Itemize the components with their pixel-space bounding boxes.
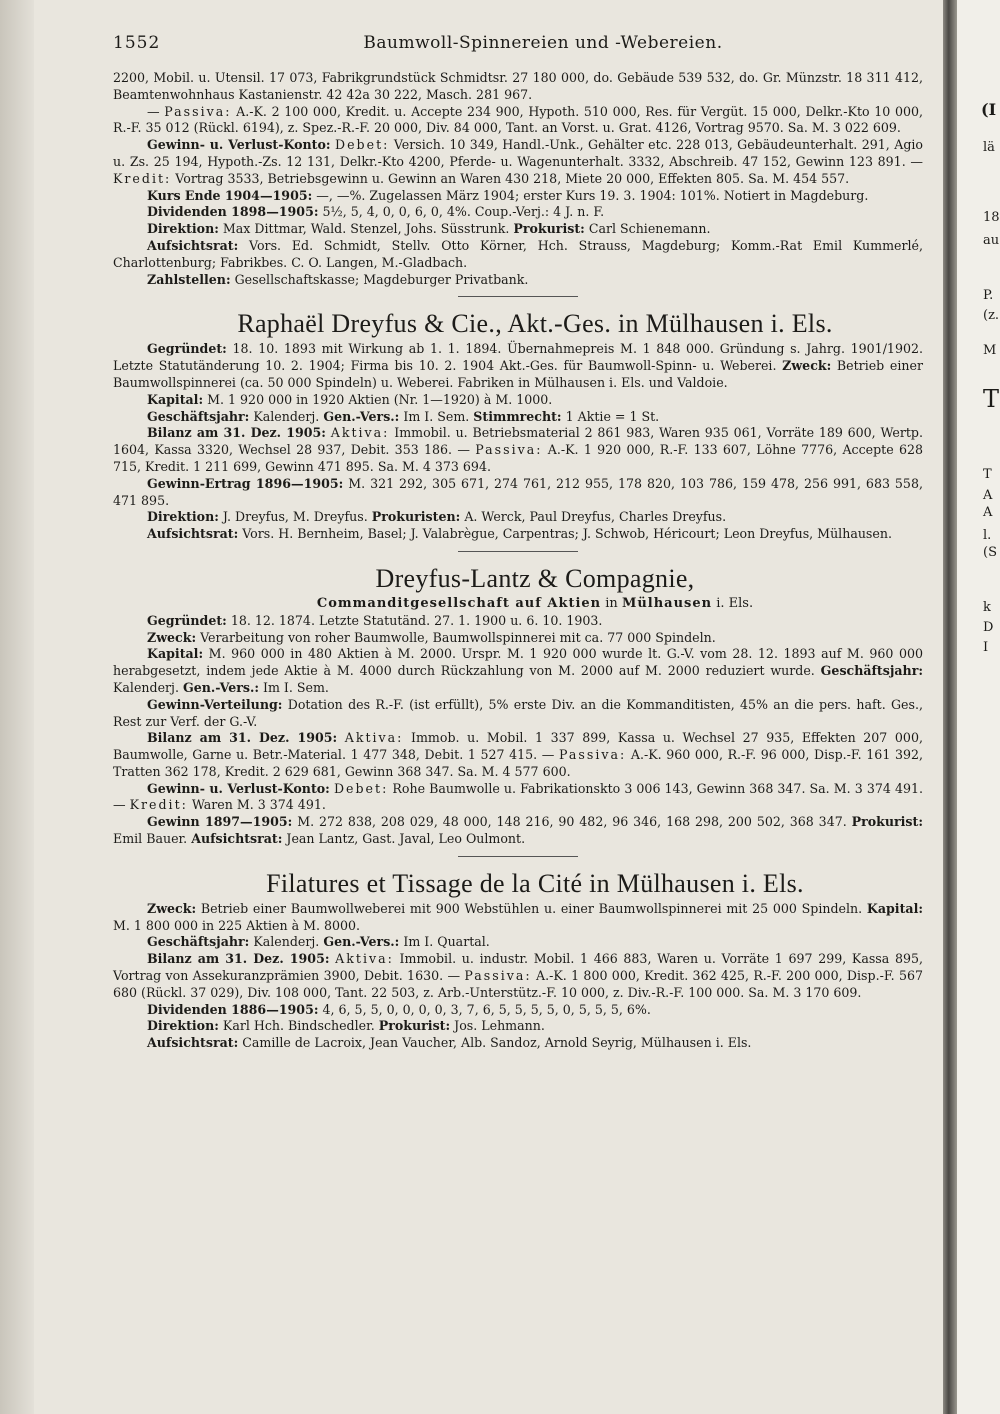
dividenden-paragraph: Dividenden 1886—1905: 4, 6, 5, 5, 0, 0, 0, 0, 3, 7, 6, 5, 5, 5, 5, 0, 5, 5, 5, 6%. bbox=[147, 1001, 651, 1017]
guv-paragraph: Gewinn- u. Verlust-Konto: Debet: Versich. 10 349, Handl.-Unk., Gehälter etc. 228 013, Gebäudeunterhalt. 291, Agio u. Zs. 25 194, Hypoth.-Zs. 12 131, Delkr.-Kto 4200, Pferde- u. Wagenunterhalt. 3332, Abschreib. 47 152, Gewinn 123 891. — Kredit: Vortrag 3533, Betriebsgewinn u. Gewinn an Waren 430 218, Miete 20 000, Effekten 805. Sa. M. 454 557. bbox=[113, 137, 923, 186]
kurs-paragraph: Kurs Ende 1904—1905: —, —%. Zugelassen März 1904; erster Kurs 19. 3. 1904: 101%. Notiert in Magdeburg. bbox=[147, 187, 869, 203]
aufsichtsrat-paragraph: Aufsichtsrat: Vors. H. Bernheim, Basel; J. Valabrègue, Carpentras; J. Schwob, Héricourt; Leon Dreyfus, Mülhausen. bbox=[147, 526, 892, 542]
section-divider bbox=[458, 551, 578, 552]
bilanz-paragraph: Bilanz am 31. Dez. 1905: Aktiva: Immobil. u. industr. Mobil. 1 466 883, Waren u. Vorräte 1 697 299, Kassa 895, Vortrag von Assekuranzprämien 3900, Debit. 1630. — Passiva: A.-K. 1 800 000, Kredit. 362 425, R.-F. 200 000, Disp.-F. 567 680 (Rückl. 37 029), Div. 108 000, Tant. 22 503, z. Arb.-Unterstütz.-F. 10 000, z. Div.-R.-F. 100 000. Sa. M. 3 170 609. bbox=[113, 951, 923, 1000]
continuation-entry bbox=[113, 70, 923, 288]
adjacent-fragment: k bbox=[983, 600, 991, 615]
verteilung-paragraph: Gewinn-Verteilung: Dotation des R.-F. (ist erfüllt), 5% erste Div. an die Kommanditisten, 45% an die pers. haft. Ges., Rest zur Verf. der G.-V. bbox=[113, 696, 923, 729]
zahlstellen-paragraph: Zahlstellen: Gesellschaftskasse; Magdeburger Privatbank. bbox=[147, 271, 529, 287]
running-title: Baumwoll-Spinnereien und -Webereien. bbox=[363, 33, 723, 53]
aufsichtsrat-paragraph: Aufsichtsrat: Camille de Lacroix, Jean Vaucher, Alb. Sandoz, Arnold Seyrig, Mülhausen i. Els. bbox=[147, 1035, 752, 1051]
adjacent-fragment: (z. bbox=[983, 308, 1000, 323]
section-divider bbox=[458, 856, 578, 857]
entry-filatures-tissage bbox=[113, 867, 923, 1052]
gegruendet-paragraph: Gegründet: 18. 12. 1874. Letzte Statutänd. 27. 1. 1900 u. 6. 10. 1903. bbox=[147, 612, 603, 628]
adjacent-fragment: T bbox=[983, 385, 1000, 413]
geschaeftsjahr-paragraph: Geschäftsjahr: Kalenderj. Gen.-Vers.: Im I. Sem. Stimmrecht: 1 Aktie = 1 St. bbox=[147, 408, 660, 424]
ertrag-paragraph: Gewinn-Ertrag 1896—1905: M. 321 292, 305 671, 274 761, 212 955, 178 820, 103 786, 159 478, 256 991, 683 558, 471 895. bbox=[113, 475, 923, 508]
gegruendet-paragraph: Gegründet: 18. 10. 1893 mit Wirkung ab 1. 1. 1894. Übernahmepreis M. 1 848 000. Gründung s. Jahrg. 1901/1902. Letzte Statutänderung 10. 2. 1904; Firma bis 10. 2. 1904 Akt.-Ges. für Baumwoll-Spinn- u. Weberei. Zweck: Betrieb einer Baumwollspinnerei (ca. 50 000 Spindeln) u. Weberei. Fabriken in Mülhausen i. Els. und Valdoie. bbox=[113, 341, 923, 390]
zweck-paragraph: Zweck: Betrieb einer Baumwollweberei mit 900 Webstühlen u. einer Baumwollspinnerei mit 25 000 Spindeln. Kapital: M. 1 800 000 in 225 Aktien à M. 8000. bbox=[113, 900, 923, 933]
aktiva-continuation: 2200, Mobil. u. Utensil. 17 073, Fabrikgrundstück Schmidtsr. 27 180 000, do. Gebäude 539 532, do. Gr. Münzstr. 18 311 412, Beamtenwohnhaus Kastanienstr. 42 42a 30 222, Masch. 281 967. bbox=[113, 70, 923, 102]
guv-paragraph: Gewinn- u. Verlust-Konto: Debet: Rohe Baumwolle u. Fabrikationskto 3 006 143, Gewinn 368 347. Sa. M. 3 374 491. — Kredit: Waren M. 3 374 491. bbox=[113, 780, 923, 813]
page-left-edge bbox=[0, 0, 34, 1414]
company-title: Filatures et Tissage de la Cité in Mülhausen i. Els. bbox=[266, 868, 804, 898]
direktion-paragraph: Direktion: J. Dreyfus, M. Dreyfus. Prokuristen: A. Werck, Paul Dreyfus, Charles Dreyfus. bbox=[147, 509, 727, 525]
adjacent-fragment: au bbox=[983, 233, 1000, 248]
company-title: Dreyfus-Lantz & Compagnie, bbox=[375, 563, 695, 593]
direktion-paragraph: Direktion: Karl Hch. Bindschedler. Prokurist: Jos. Lehmann. bbox=[147, 1018, 545, 1034]
adjacent-fragment: 18 bbox=[983, 210, 1000, 225]
company-title: Raphaël Dreyfus & Cie., Akt.-Ges. in Mülhausen i. Els. bbox=[237, 309, 833, 339]
adjacent-fragment: (I bbox=[981, 100, 997, 119]
adjacent-fragment: l. bbox=[983, 528, 992, 543]
adjacent-fragment: I bbox=[983, 640, 989, 655]
zweck-paragraph: Zweck: Verarbeitung von roher Baumwolle, Baumwollspinnerei mit ca. 77 000 Spindeln. bbox=[147, 629, 716, 645]
dividenden-paragraph: Dividenden 1898—1905: 5½, 5, 4, 0, 0, 6, 0, 4%. Coup.-Verj.: 4 J. n. F. bbox=[147, 204, 605, 220]
gewinn-paragraph: Gewinn 1897—1905: M. 272 838, 208 029, 48 000, 148 216, 90 482, 96 346, 168 298, 200 502, 368 347. Prokurist: Emil Bauer. Aufsichtsrat: Jean Lantz, Gast. Javal, Leo Oulmont. bbox=[113, 814, 923, 847]
page-number: 1552 bbox=[113, 33, 161, 53]
entry-dreyfus-lantz bbox=[113, 562, 923, 848]
bilanz-paragraph: Bilanz am 31. Dez. 1905: Aktiva: Immobil. u. Betriebsmaterial 2 861 983, Waren 935 061, Vorräte 189 600, Wertp. 1604, Kassa 3320, Wechsel 28 937, Debit. 353 186. — Passiva: A.-K. 1 920 000, R.-F. 133 607, Löhne 7776, Accepte 628 715, Kredit. 1 211 699, Gewinn 471 895. Sa. M. 4 373 694. bbox=[113, 425, 924, 474]
entry-raphael-dreyfus bbox=[113, 307, 923, 543]
adjacent-fragment: M bbox=[983, 343, 997, 358]
book-gutter bbox=[943, 0, 957, 1414]
adjacent-page-strip bbox=[957, 0, 1000, 1414]
adjacent-fragment: T bbox=[983, 467, 992, 482]
kapital-paragraph: Kapital: M. 1 920 000 in 1920 Aktien (Nr. 1—1920) à M. 1000. bbox=[147, 391, 553, 407]
kapital-paragraph: Kapital: M. 960 000 in 480 Aktien à M. 2000. Urspr. M. 1 920 000 wurde lt. G.-V. vom 28. 12. 1893 auf M. 960 000 herabgesetzt, indem jede Aktie à M. 4000 durch Rückzahlung von M. 2000 auf M. 2000 reduziert wurde. Geschäftsjahr: Kalenderj. Gen.-Vers.: Im I. Sem. bbox=[113, 646, 923, 695]
geschaeftsjahr-paragraph: Geschäftsjahr: Kalenderj. Gen.-Vers.: Im I. Quartal. bbox=[147, 934, 490, 950]
company-subtitle: Commanditgesellschaft auf Aktien in Mülhausen i. Els. bbox=[316, 595, 754, 611]
aufsichtsrat-paragraph: Aufsichtsrat: Vors. Ed. Schmidt, Stellv. Otto Körner, Hch. Strauss, Magdeburg; Komm.-Rat Emil Kummerlé, Charlottenburg; Fabrikbes. C. O. Langen, M.-Gladbach. bbox=[113, 237, 923, 270]
page-header bbox=[113, 33, 923, 59]
adjacent-fragment: P. bbox=[983, 288, 994, 303]
adjacent-fragment: A bbox=[983, 488, 993, 503]
passiva-paragraph: — Passiva: A.-K. 2 100 000, Kredit. u. Accepte 234 900, Hypoth. 510 000, Res. für Vergüt. 15 000, Delkr.-Kto 10 000, R.-F. 35 012 (Rückl. 6194), z. Spez.-R.-F. 20 000, Div. 84 000, Tant. an Vorst. u. Grat. 4126, Vortrag 9570. Sa. M. 3 022 609. bbox=[113, 103, 923, 136]
adjacent-fragment: lä bbox=[983, 140, 995, 155]
adjacent-fragment: D bbox=[983, 620, 994, 635]
direktion-paragraph: Direktion: Max Dittmar, Wald. Stenzel, Johs. Süsstrunk. Prokurist: Carl Schienemann. bbox=[147, 221, 711, 237]
adjacent-fragment: (S bbox=[983, 545, 997, 560]
section-divider bbox=[458, 296, 578, 297]
page-content bbox=[113, 70, 923, 1052]
adjacent-fragment: A bbox=[983, 505, 993, 520]
bilanz-paragraph: Bilanz am 31. Dez. 1905: Aktiva: Immob. u. Mobil. 1 337 899, Kassa u. Wechsel 27 935, Effekten 207 000, Baumwolle, Garne u. Betr.-Material. 1 477 348, Debit. 1 527 415. — Passiva: A.-K. 960 000, R.-F. 96 000, Disp.-F. 161 392, Tratten 362 178, Kredit. 2 629 681, Gewinn 368 347. Sa. M. 4 577 600. bbox=[113, 730, 923, 779]
